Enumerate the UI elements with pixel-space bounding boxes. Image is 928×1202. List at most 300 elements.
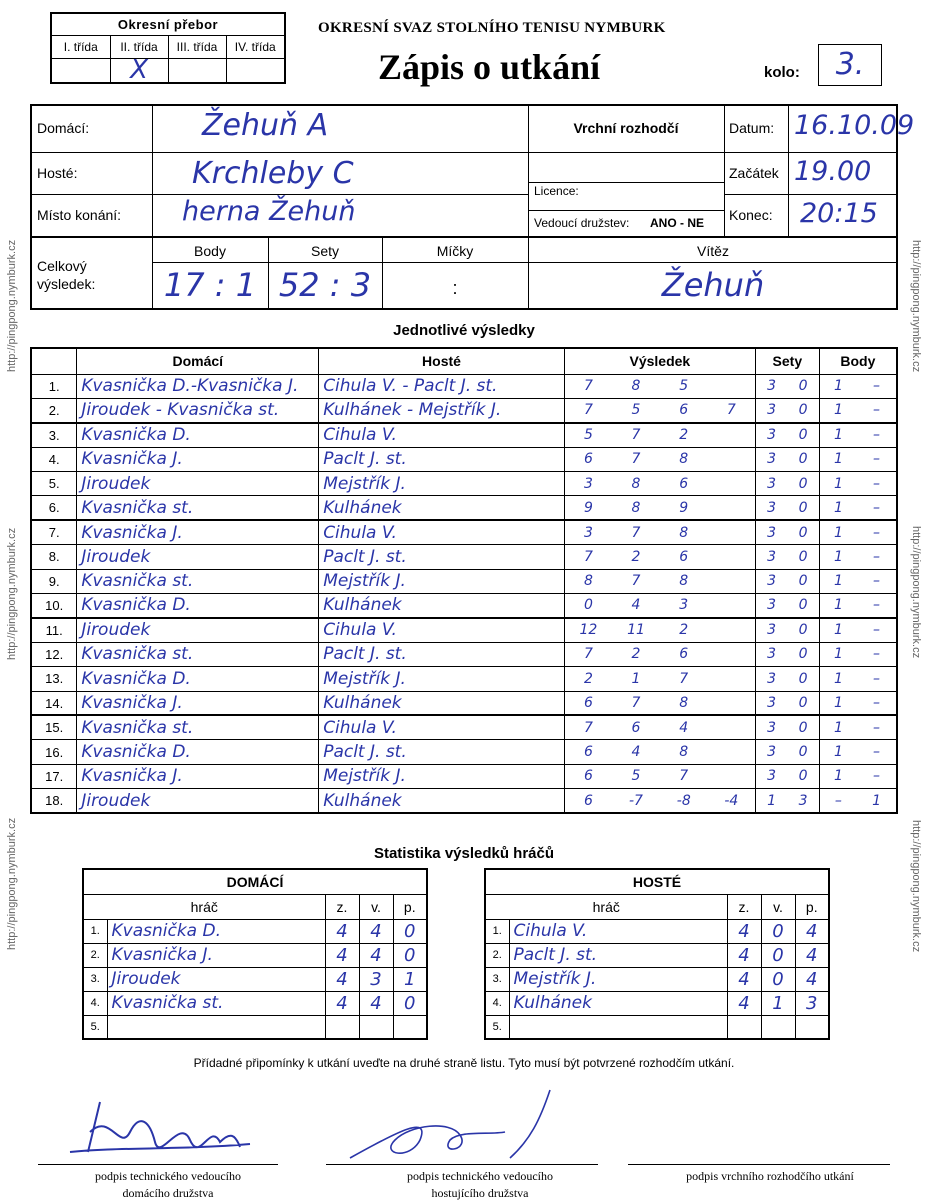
stats-home-row [83,991,427,1015]
result-set-2: 7 [612,423,660,447]
result-set-4 [708,374,756,398]
body-value: 17 : 1 [163,266,257,304]
result-set-2: 8 [612,496,660,520]
stats-home-col-p: p. [393,894,427,919]
result-sets-home: 3 [755,398,787,422]
guest-signature-caption: podpis technického vedoucího hostujícího družstva [407,1169,553,1200]
result-row [31,423,897,447]
home-signature-caption: podpis technického vedoucího domácího družstva [95,1169,241,1200]
result-set-4 [708,545,756,569]
result-set-2: 7 [612,691,660,715]
result-sets-home: 3 [755,374,787,398]
result-row [31,740,897,764]
result-number: 15. [31,715,77,739]
home-value: Žehuň A [202,108,329,143]
result-number: 10. [31,594,77,618]
stats-player-name [509,1015,727,1039]
result-body-home: 1 [819,594,857,618]
result-body-guest: – [857,472,897,496]
result-sets-guest: 0 [787,618,819,642]
overall-label: Celkový výsledek: [37,258,96,292]
result-set-3: 2 [660,618,708,642]
result-guest-player: Mejstřík J. [319,764,565,788]
result-sets-guest: 0 [787,569,819,593]
stats-won: 4 [359,919,393,943]
stats-won: 0 [761,919,795,943]
note-text: Přídadné připomínky k utkání uveďte na druhé straně listu. Tyto musí být potvrzené rozhodčím utkání. [193,1056,735,1070]
stats-guest-row [485,943,829,967]
stats-lost: 0 [393,991,427,1015]
stats-home-row [83,1015,427,1039]
class-3-mark [168,58,226,82]
result-sets-home: 3 [755,667,787,691]
stats-lost: 4 [795,943,829,967]
result-guest-player: Mejstřík J. [319,569,565,593]
venue-label: Místo konání: [37,207,122,223]
result-set-2: 4 [612,740,660,764]
stats-played: 4 [325,919,359,943]
match-info [30,104,915,310]
stats-guest-row [485,1015,829,1039]
stats-guest-title: HOSTÉ [485,869,829,894]
stats-guest-col-p: p. [795,894,829,919]
result-guest-player: Mejstřík J. [319,472,565,496]
result-home-player: Jiroudek [77,545,319,569]
result-number: 2. [31,398,77,422]
stats-lost: 4 [795,919,829,943]
result-body-home: 1 [819,447,857,471]
stats-home-row [83,967,427,991]
result-set-4 [708,642,756,666]
class-2-mark: X [110,58,168,82]
result-set-1: 3 [564,472,612,496]
level-table [52,36,284,86]
result-body-home: 1 [819,398,857,422]
result-guest-player: Kulhánek [319,789,565,813]
result-set-2: 5 [612,398,660,422]
stats-won: 3 [359,967,393,991]
result-row [31,594,897,618]
result-set-3: 6 [660,472,708,496]
stats-home-table [82,868,428,1040]
result-home-player: Kvasnička D. [77,740,319,764]
result-set-1: 12 [564,618,612,642]
stats-home-row [83,943,427,967]
result-home-player: Jiroudek [77,472,319,496]
result-guest-player: Cihula V. - Paclt J. st. [319,374,565,398]
result-sets-home: 3 [755,423,787,447]
result-row [31,472,897,496]
stats-player-name [107,1015,325,1039]
stats-player-name: Kvasnička st. [107,991,325,1015]
stats-player-name: Paclt J. st. [509,943,727,967]
guest-label: Hosté: [37,165,78,181]
result-home-player: Kvasnička J. [77,520,319,544]
level-header: Okresní přebor [52,14,284,36]
result-body-guest: – [857,520,897,544]
result-sets-guest: 0 [787,496,819,520]
watermark-right-1: http://pingpong.nymburk.cz [910,240,922,373]
result-sets-home: 1 [755,789,787,813]
home-signature [60,1092,260,1164]
stats-guest-row [485,919,829,943]
result-guest-player: Paclt J. st. [319,545,565,569]
result-home-player: Jiroudek - Kvasnička st. [77,398,319,422]
stats-player-name: Kvasnička D. [107,919,325,943]
result-set-1: 6 [564,447,612,471]
stats-won: 4 [359,943,393,967]
result-guest-player: Cihula V. [319,423,565,447]
watermark-left-2: http://pingpong.nymburk.cz [6,527,18,660]
results-title: Jednotlivé výsledky [393,322,535,339]
start-label: Začátek [729,165,779,181]
guest-signature [340,1080,600,1166]
result-home-player: Kvasnička D. [77,594,319,618]
result-sets-home: 3 [755,740,787,764]
result-set-1: 3 [564,520,612,544]
result-home-player: Kvasnička D.-Kvasnička J. [77,374,319,398]
result-set-4 [708,740,756,764]
result-guest-player: Paclt J. st. [319,447,565,471]
result-body-home: – [819,789,857,813]
result-set-1: 2 [564,667,612,691]
result-sets-home: 3 [755,545,787,569]
org-title: OKRESNÍ SVAZ STOLNÍHO TENISU NYMBURK [318,20,666,36]
result-number: 12. [31,642,77,666]
result-home-player: Kvasnička st. [77,715,319,739]
result-sets-guest: 0 [787,594,819,618]
result-body-home: 1 [819,642,857,666]
result-number: 11. [31,618,77,642]
stats-player-number: 5. [485,1015,509,1039]
result-home-player: Kvasnička J. [77,447,319,471]
stats-player-name: Cihula V. [509,919,727,943]
stats-player-number: 3. [83,967,107,991]
result-body-guest: – [857,423,897,447]
result-set-4 [708,472,756,496]
class-3-label: III. třída [168,36,226,58]
referee-signature-line [628,1164,890,1165]
result-row [31,715,897,739]
guest-signature-line [326,1164,598,1165]
result-body-home: 1 [819,374,857,398]
sets-label: Sety [310,243,339,259]
stats-won: 1 [761,991,795,1015]
results-table [30,347,898,814]
stats-won: 0 [761,967,795,991]
result-set-3: 8 [660,740,708,764]
result-set-1: 6 [564,691,612,715]
result-set-3: -8 [660,789,708,813]
watermark-right-3: http://pingpong.nymburk.cz [910,820,922,953]
date-value: 16.10.09 [794,110,915,141]
result-set-4 [708,520,756,544]
stats-home-title: DOMÁCÍ [83,869,427,894]
result-guest-player: Kulhánek [319,496,565,520]
stats-won [359,1015,393,1039]
stats-played: 4 [727,991,761,1015]
result-set-1: 8 [564,569,612,593]
result-sets-guest: 0 [787,642,819,666]
stats-player-number: 5. [83,1015,107,1039]
stats-player-number: 1. [485,919,509,943]
stats-guest-table [484,868,830,1040]
result-guest-player: Kulhánek [319,691,565,715]
stats-home-col-v: v. [359,894,393,919]
stats-played: 4 [325,967,359,991]
result-set-2: 4 [612,594,660,618]
class-1-label: I. třída [52,36,110,58]
stats-played: 4 [727,943,761,967]
result-set-4 [708,594,756,618]
home-label: Domácí: [37,120,90,136]
result-set-4 [708,667,756,691]
stats-played [727,1015,761,1039]
stats-played: 4 [727,967,761,991]
result-sets-guest: 0 [787,423,819,447]
result-set-3: 7 [660,764,708,788]
result-set-2: 2 [612,642,660,666]
result-sets-guest: 0 [787,740,819,764]
result-set-2: 8 [612,472,660,496]
result-body-guest: – [857,398,897,422]
result-set-4 [708,569,756,593]
result-number: 17. [31,764,77,788]
result-sets-home: 3 [755,715,787,739]
result-sets-home: 3 [755,764,787,788]
sets-value: 52 : 3 [278,266,372,304]
result-number: 6. [31,496,77,520]
result-body-home: 1 [819,691,857,715]
result-guest-player: Paclt J. st. [319,642,565,666]
stats-home-col-z: z. [325,894,359,919]
result-row [31,569,897,593]
result-number: 4. [31,447,77,471]
stats-lost: 0 [393,943,427,967]
stats-player-name: Jiroudek [107,967,325,991]
result-sets-home: 3 [755,496,787,520]
result-home-player: Kvasnička D. [77,667,319,691]
result-home-player: Kvasnička J. [77,691,319,715]
result-row [31,691,897,715]
result-set-4 [708,447,756,471]
result-set-1: 7 [564,715,612,739]
result-set-1: 6 [564,740,612,764]
result-row [31,642,897,666]
result-body-guest: – [857,569,897,593]
result-home-player: Jiroudek [77,618,319,642]
stats-lost [393,1015,427,1039]
result-number: 13. [31,667,77,691]
referee-label: Vrchní rozhodčí [573,120,679,136]
result-set-3: 7 [660,667,708,691]
result-body-home: 1 [819,740,857,764]
result-body-guest: – [857,667,897,691]
stats-player-name: Mejstřík J. [509,967,727,991]
leaders-label: Vedoucí družstev: [534,216,630,230]
result-set-1: 9 [564,496,612,520]
stats-won: 0 [761,943,795,967]
stats-player-number: 2. [83,943,107,967]
result-set-2: 5 [612,764,660,788]
result-set-2: 7 [612,447,660,471]
referee-signature-caption: podpis vrchního rozhodčího utkání [686,1169,854,1183]
result-set-1: 7 [564,374,612,398]
stats-title: Statistika výsledků hráčů [373,845,555,862]
stats-lost: 0 [393,919,427,943]
result-home-player: Kvasnička st. [77,642,319,666]
result-sets-home: 3 [755,642,787,666]
result-set-3: 2 [660,423,708,447]
result-sets-home: 3 [755,691,787,715]
stats-guest-row [485,991,829,1015]
stats-won: 4 [359,991,393,1015]
result-set-2: 2 [612,545,660,569]
results-header-result: Výsledek [564,348,755,374]
stats-guest-col-player: hráč [485,894,727,919]
results-header-body: Body [819,348,897,374]
class-4-mark [226,58,284,82]
stats-guest-row [485,967,829,991]
result-number: 14. [31,691,77,715]
date-label: Datum: [729,120,775,136]
result-body-guest: – [857,715,897,739]
watermark-left-1: http://pingpong.nymburk.cz [6,239,18,372]
result-set-4 [708,618,756,642]
result-row [31,496,897,520]
result-row [31,789,897,813]
balls-label: Míčky [436,243,474,259]
result-body-home: 1 [819,496,857,520]
stats-home-row [83,919,427,943]
result-set-1: 7 [564,398,612,422]
result-row [31,667,897,691]
result-set-3: 8 [660,520,708,544]
result-sets-home: 3 [755,618,787,642]
result-set-4 [708,764,756,788]
result-set-1: 0 [564,594,612,618]
result-sets-guest: 0 [787,398,819,422]
result-set-3: 8 [660,447,708,471]
result-sets-guest: 0 [787,472,819,496]
result-number: 9. [31,569,77,593]
home-signature-line [38,1164,278,1165]
result-set-4 [708,715,756,739]
result-body-guest: – [857,618,897,642]
result-sets-guest: 0 [787,715,819,739]
result-number: 3. [31,423,77,447]
stats-played [325,1015,359,1039]
result-set-3: 8 [660,691,708,715]
stats-lost [795,1015,829,1039]
result-body-guest: 1 [857,789,897,813]
result-body-guest: – [857,642,897,666]
stats-player-number: 3. [485,967,509,991]
result-set-2: 7 [612,569,660,593]
result-body-home: 1 [819,423,857,447]
result-set-3: 6 [660,545,708,569]
result-sets-home: 3 [755,447,787,471]
result-number: 7. [31,520,77,544]
result-sets-guest: 0 [787,667,819,691]
stats-played: 4 [325,991,359,1015]
result-number: 18. [31,789,77,813]
stats-played: 4 [325,943,359,967]
stats-player-number: 2. [485,943,509,967]
result-body-guest: – [857,545,897,569]
result-number: 16. [31,740,77,764]
result-set-2: 8 [612,374,660,398]
result-sets-home: 3 [755,569,787,593]
result-set-1: 6 [564,789,612,813]
result-row [31,520,897,544]
winner-label: Vítěz [697,243,729,259]
result-body-home: 1 [819,520,857,544]
result-set-4 [708,496,756,520]
result-guest-player: Cihula V. [319,618,565,642]
result-guest-player: Kulhánek [319,594,565,618]
results-header-home: Domácí [77,348,319,374]
result-guest-player: Paclt J. st. [319,740,565,764]
level-box [50,12,286,84]
result-home-player: Kvasnička st. [77,569,319,593]
venue-value: herna Žehuň [182,196,356,227]
result-set-3: 5 [660,374,708,398]
result-set-4 [708,423,756,447]
kolo-value: 3. [818,44,882,86]
result-home-player: Kvasnička D. [77,423,319,447]
result-guest-player: Kulhánek - Mejstřík J. [319,398,565,422]
licence-label: Licence: [534,184,579,198]
result-set-1: 7 [564,545,612,569]
result-sets-guest: 0 [787,374,819,398]
result-body-home: 1 [819,764,857,788]
result-row [31,447,897,471]
guest-value: Krchleby C [192,156,354,191]
result-set-2: 7 [612,520,660,544]
stats-player-name: Kulhánek [509,991,727,1015]
result-sets-home: 3 [755,520,787,544]
result-set-3: 6 [660,642,708,666]
stats-guest-col-z: z. [727,894,761,919]
results-header-guest: Hosté [319,348,565,374]
result-set-4: -4 [708,789,756,813]
result-body-guest: – [857,496,897,520]
result-body-guest: – [857,374,897,398]
result-body-guest: – [857,447,897,471]
result-row [31,764,897,788]
result-set-3: 3 [660,594,708,618]
stats-home-col-player: hráč [83,894,325,919]
result-set-2: -7 [612,789,660,813]
result-sets-guest: 0 [787,545,819,569]
result-sets-home: 3 [755,594,787,618]
result-set-3: 9 [660,496,708,520]
end-label: Konec: [729,207,773,223]
result-guest-player: Cihula V. [319,715,565,739]
result-set-3: 6 [660,398,708,422]
stats-player-number: 4. [485,991,509,1015]
result-home-player: Kvasnička J. [77,764,319,788]
result-set-2: 6 [612,715,660,739]
result-set-1: 6 [564,764,612,788]
result-body-home: 1 [819,618,857,642]
stats-guest-col-v: v. [761,894,795,919]
class-1-mark [52,58,110,82]
result-body-guest: – [857,691,897,715]
stats-played: 4 [727,919,761,943]
stats-lost: 1 [393,967,427,991]
